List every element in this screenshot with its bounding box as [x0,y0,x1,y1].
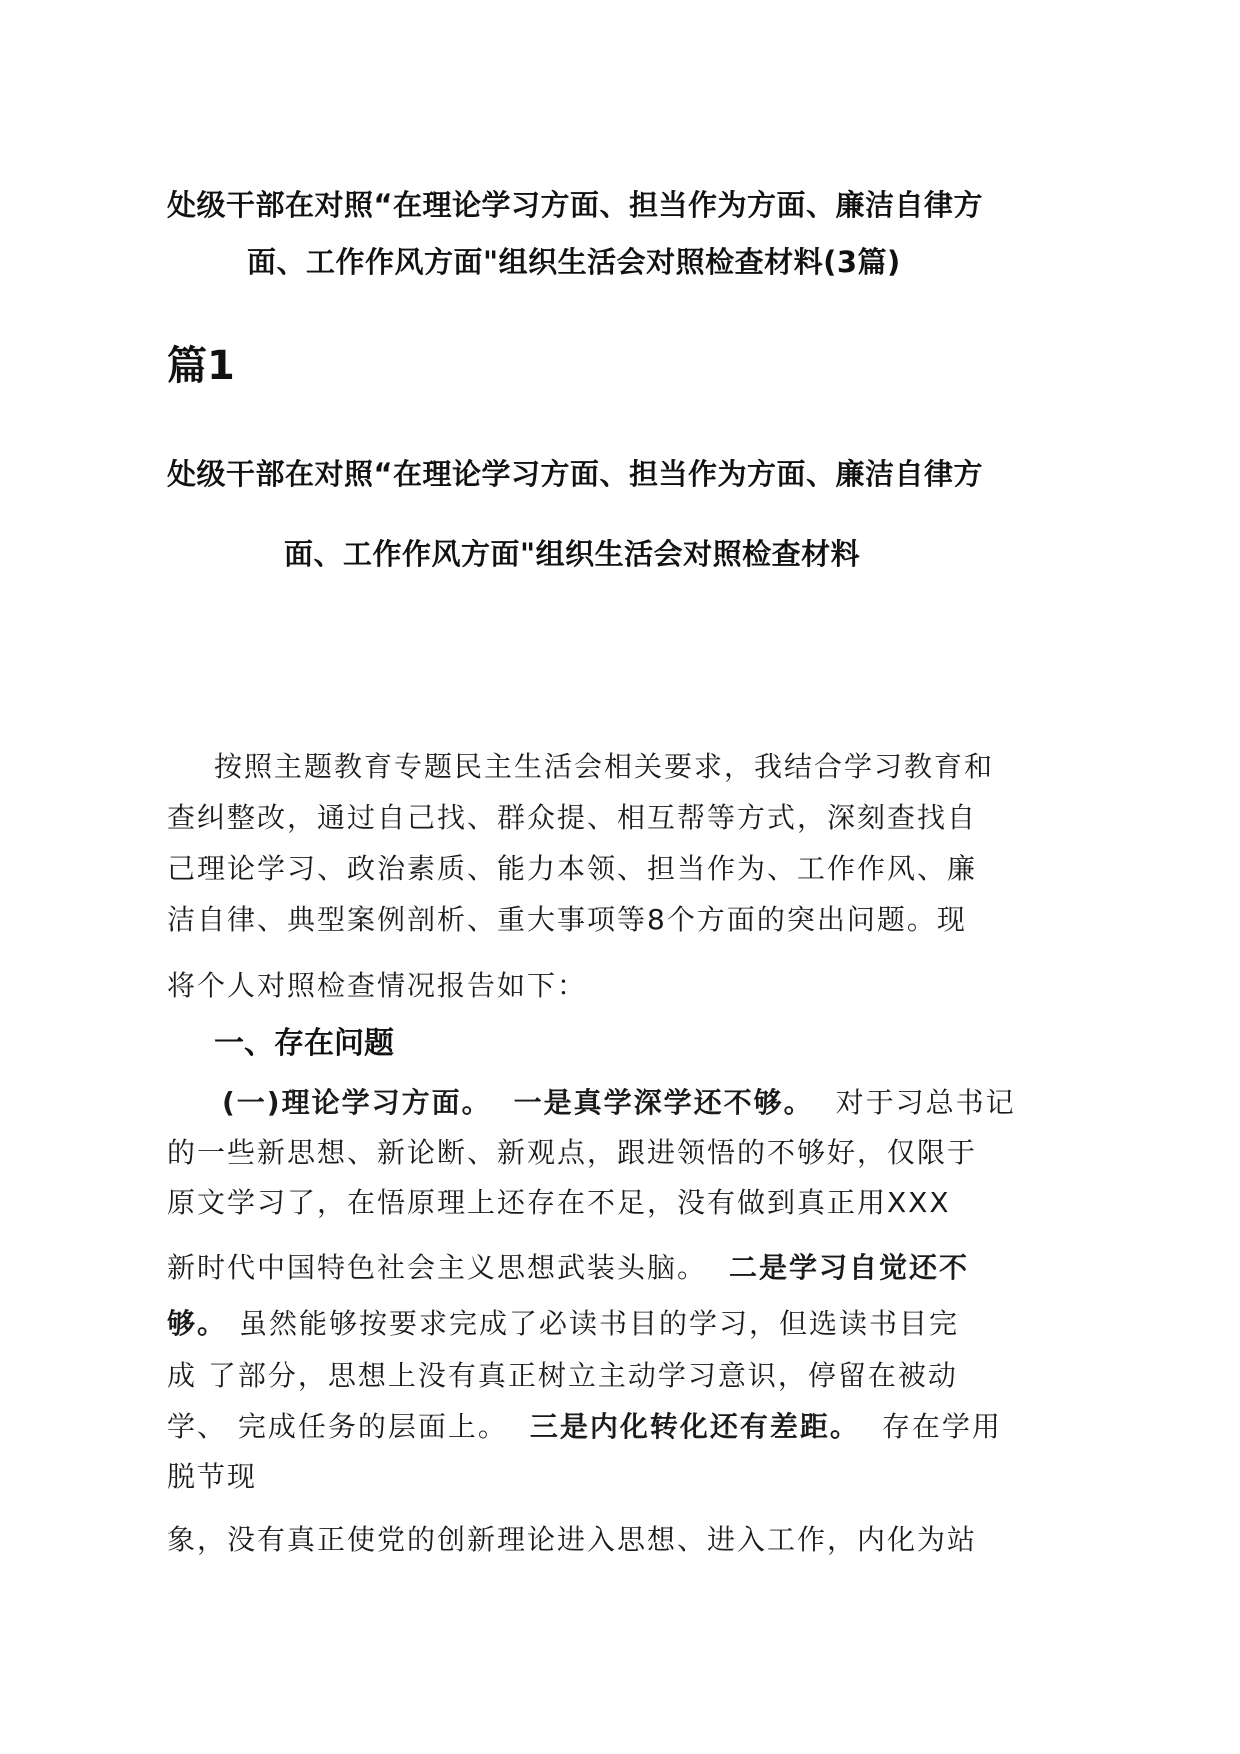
para-line-4 [167,1246,969,1286]
intro-line-2: 查纠整改，通过自己找、群众提、相互帮等方式，深刻查找自 [167,801,978,834]
sub-title-line-2: 面、工作作风方面"组织生活会对照检查材料 [284,537,861,571]
intro-line-5: 将个人对照检查情况报告如下： [167,969,588,1002]
chapter-label: 篇1 [167,343,235,389]
point-one-bold-text: 一是真学深学还不够。 [513,1086,814,1119]
section-heading: 一、存在问题 [214,1026,394,1061]
point-three-bold-text: 三是内化转化还有差距。 [529,1410,860,1443]
para-line-3: 原文学习了，在悟原理上还存在不足，没有做到真正用XXX [167,1186,951,1219]
sub-title-line-1: 处级干部在对照“在理论学习方面、担当作为方面、廉洁自律方 [167,457,984,491]
main-title-line-2: 面、工作作风方面"组织生活会对照检查材料(3篇) [247,245,901,279]
para-line-6: 成 了部分，思想上没有真正树立主动学习意识，停留在被动 [167,1359,958,1392]
point-two-bold-text-b: 够。 [167,1307,228,1340]
intro-line-3: 己理论学习、政治素质、能力本领、担当作为、工作作风、廉 [167,852,978,885]
para-line-7 [167,1405,1002,1445]
para-line-2: 的一些新思想、新论断、新观点，跟进领悟的不够好，仅限于 [167,1136,978,1169]
para-line-5 [167,1302,959,1342]
lead-bold-text: (一)理论学习方面。 [222,1086,492,1119]
para-line-5-rest: 虽然能够按要求完成了必读书目的学习，但选读书目完 [239,1307,960,1340]
para-line-9: 象，没有真正使党的创新理论进入思想、进入工作，内化为站 [167,1523,978,1556]
para-line-7-start: 学、 完成任务的层面上。 [167,1410,508,1443]
para-line-8: 脱节现 [167,1460,258,1493]
para-line-1 [222,1081,1016,1121]
para-line-7-rest: 存在学用 [881,1410,1002,1443]
point-two-bold-text-a: 二是学习自觉还不 [729,1251,970,1284]
intro-line-1: 按照主题教育专题民主生活会相关要求，我结合学习教育和 [214,750,995,783]
para-line-4-text: 新时代中国特色社会主义思想武装头脑。 [167,1251,708,1284]
main-title-line-1: 处级干部在对照“在理论学习方面、担当作为方面、廉洁自律方 [167,188,984,222]
para-line-1-rest: 对于习总书记 [835,1086,1016,1119]
intro-line-4: 洁自律、典型案例剖析、重大事项等8个方面的突出问题。现 [167,903,967,936]
